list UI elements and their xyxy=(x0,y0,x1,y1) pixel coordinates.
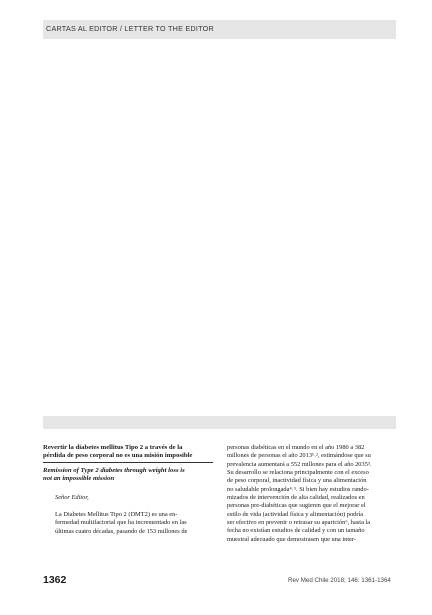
salutation: Señor Editor, xyxy=(55,493,89,501)
article-separator-bar xyxy=(43,416,396,429)
body-line: ser efectivo en prevenir o retrasar su aparición⁶, hasta la xyxy=(227,519,371,527)
body-line: de peso corporal, inactividad física y una alimentación xyxy=(227,477,367,485)
page-number: 1362 xyxy=(43,574,67,586)
body-line: estilo de vida (actividad física y alimentación) podría xyxy=(227,510,364,518)
body-line: no saludable prolongada⁴˒⁵. Si bien hay estudios rando- xyxy=(227,485,369,493)
section-label: CARTAS AL EDITOR / LETTER TO THE EDITOR xyxy=(46,24,214,33)
body-paragraph xyxy=(43,511,213,536)
left-column xyxy=(43,444,213,536)
right-column xyxy=(227,444,397,544)
article-title-english xyxy=(43,467,213,484)
title-es-line: Revertir la diabetes mellitus Tipo 2 a través de la xyxy=(43,444,183,451)
body-line: personas pre-diabéticas que sugieren que el mejorar el xyxy=(227,502,366,510)
journal-citation: Rev Med Chile 2018; 146: 1361-1364 xyxy=(288,577,391,584)
body-line: personas diabéticas en el mundo en el año 1980 a 382 xyxy=(227,444,365,451)
body-line: millones de personas el año 2013¹˒², estimándose que su xyxy=(227,452,371,460)
article-title-spanish xyxy=(43,444,213,463)
body-line: prevalencia aumentará a 552 millones para el año 2035³. xyxy=(227,460,372,468)
title-en-line: not an impossible mission xyxy=(43,475,115,483)
body-line: últimas cuatro décadas, pasando de 153 millones de xyxy=(55,527,188,535)
title-en-line: Remission of Type 2 diabetes through weight loss is xyxy=(43,466,185,474)
body-line: fecha no existían estudios de calidad y con un tamaño xyxy=(227,527,365,535)
body-line: mizados de intervención de alta calidad, realizados en xyxy=(227,494,365,502)
body-line: La Diabetes Mellitus Tipo 2 (DMT2) es una en- xyxy=(55,510,178,518)
body-line: fermedad multifactorial que ha incrementado en las xyxy=(55,519,187,527)
body-line: muestral adecuado que demostrasen que una inter- xyxy=(227,535,357,543)
body-line: Su desarrollo se relaciona principalmente con el exceso xyxy=(227,469,369,477)
title-es-line: pérdida de peso corporal no es una misión imposible xyxy=(43,452,193,460)
